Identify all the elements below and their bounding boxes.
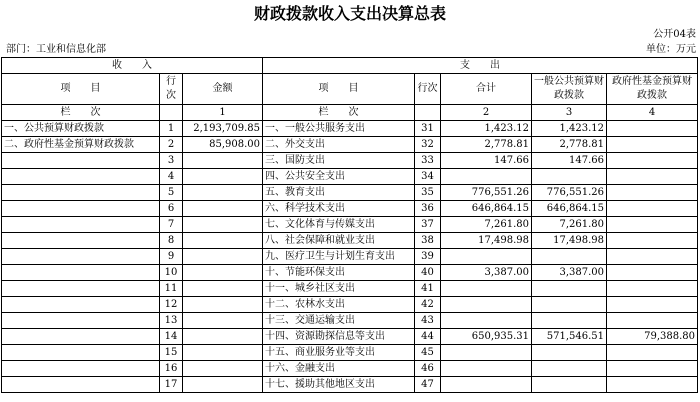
expense-total-cell: 147.66 [441,153,532,169]
income-line-no-cell: 1 [160,121,183,137]
income-item-cell [2,297,160,313]
income-amount-cell: 2,193,709.85 [183,121,263,137]
income-item-cell [2,329,160,345]
table-row [2,265,698,281]
general-budget-header: 一般公共预算财政拨款 [532,74,607,105]
income-item-cell [2,153,160,169]
fund-budget-cell [607,233,698,249]
income-item-cell [2,377,160,393]
column-number-row [2,105,698,121]
expense-item-cell: 十二、农林水支出 [263,297,415,313]
expense-item-cell: 二、外交支出 [263,137,415,153]
expense-total-cell: 2,778.81 [441,137,532,153]
general-budget-cell: 7,261.80 [532,217,607,233]
expense-line-no-cell: 41 [415,281,441,297]
fund-budget-cell [607,217,698,233]
income-item-cell [2,201,160,217]
income-item-cell [2,249,160,265]
income-line-no-cell: 5 [160,185,183,201]
expense-total-cell [441,377,532,393]
expense-item-cell: 九、医疗卫生与计划生育支出 [263,249,415,265]
table-row [2,121,698,137]
fund-budget-cell [607,137,698,153]
income-line-no-cell: 3 [160,153,183,169]
table-row [2,281,698,297]
expense-line-no-cell: 40 [415,265,441,281]
general-budget-cell: 1,423.12 [532,121,607,137]
table-row [2,361,698,377]
expense-column-label: 栏 次 [263,105,415,121]
expense-item-cell: 十六、金融支出 [263,361,415,377]
fund-budget-cell [607,361,698,377]
form-number: 公开04表 [653,29,696,40]
table-row [2,201,698,217]
income-item-cell [2,313,160,329]
table-row [2,329,698,345]
income-line-no-cell: 17 [160,377,183,393]
income-line-no-cell: 6 [160,201,183,217]
expense-line-no-cell: 38 [415,233,441,249]
fund-budget-cell [607,281,698,297]
expense-line-no-cell: 39 [415,249,441,265]
expense-line-no-cell: 32 [415,137,441,153]
expense-line-no-cell: 44 [415,329,441,345]
income-line-no-cell: 13 [160,313,183,329]
empty-cell [160,105,183,121]
income-item-cell [2,217,160,233]
income-line-no-cell: 7 [160,217,183,233]
fund-budget-cell [607,121,698,137]
income-item-cell [2,233,160,249]
fund-budget-cell: 79,388.80 [607,329,698,345]
general-budget-cell: 776,551.26 [532,185,607,201]
empty-cell [415,105,441,121]
income-amount-cell [183,297,263,313]
expense-item-cell: 十七、援助其他地区支出 [263,377,415,393]
income-item-cell [2,345,160,361]
table-row [2,233,698,249]
income-line-no-header: 行次 [160,74,183,105]
expense-item-header: 项 目 [263,74,415,105]
general-budget-cell: 147.66 [532,153,607,169]
income-item-cell: 二、政府性基金预算财政拨款 [2,137,160,153]
income-line-no-cell: 14 [160,329,183,345]
general-budget-cell: 2,778.81 [532,137,607,153]
income-amount-cell [183,233,263,249]
income-amount-cell: 85,908.00 [183,137,263,153]
income-amount-cell [183,361,263,377]
income-amount-cell [183,169,263,185]
expense-item-cell: 三、国防支出 [263,153,415,169]
expense-line-no-cell: 37 [415,217,441,233]
income-amount-header: 金额 [183,74,263,105]
column-header-row [2,74,698,105]
expense-line-no-cell: 34 [415,169,441,185]
income-column-label: 栏 次 [2,105,160,121]
report-title: 财政拨款收入支出决算总表 [253,4,446,23]
table-row [2,377,698,393]
general-budget-cell [532,297,607,313]
expense-line-no-cell: 33 [415,153,441,169]
income-amount-cell [183,249,263,265]
income-line-no-cell: 9 [160,249,183,265]
income-line-no-cell: 2 [160,137,183,153]
income-line-no-cell: 10 [160,265,183,281]
column-number-3: 3 [532,105,607,121]
expense-item-cell: 一、一般公共服务支出 [263,121,415,137]
income-section-header: 收 入 [2,58,263,74]
income-line-no-cell: 15 [160,345,183,361]
income-line-no-cell: 11 [160,281,183,297]
expense-total-cell: 776,551.26 [441,185,532,201]
expense-line-no-cell: 42 [415,297,441,313]
expense-total-cell: 3,387.00 [441,265,532,281]
income-amount-cell [183,217,263,233]
expense-line-no-cell: 31 [415,121,441,137]
fund-budget-header: 政府性基金预算财政拨款 [607,74,698,105]
table-row [2,249,698,265]
table-row [2,345,698,361]
column-number-2: 2 [441,105,532,121]
fund-budget-cell [607,265,698,281]
income-item-header: 项 目 [2,74,160,105]
table-row [2,137,698,153]
expense-line-no-cell: 46 [415,361,441,377]
expense-line-no-cell: 45 [415,345,441,361]
budget-summary-table [1,57,698,393]
table-row [2,153,698,169]
expense-item-cell: 十一、城乡社区支出 [263,281,415,297]
fund-budget-cell [607,249,698,265]
income-amount-cell [183,345,263,361]
fund-budget-cell [607,201,698,217]
income-amount-cell [183,329,263,345]
general-budget-cell [532,249,607,265]
expense-item-cell: 六、科学技术支出 [263,201,415,217]
expense-item-cell: 十四、资源勘探信息等支出 [263,329,415,345]
general-budget-cell [532,361,607,377]
expense-line-no-header: 行次 [415,74,441,105]
department-label: 部门：工业和信息化部 [6,44,106,55]
fund-budget-cell [607,297,698,313]
expense-total-cell: 7,261.80 [441,217,532,233]
income-item-cell [2,361,160,377]
income-item-cell: 一、公共预算财政拨款 [2,121,160,137]
table-row [2,169,698,185]
general-budget-cell [532,169,607,185]
table-row [2,313,698,329]
expense-total-cell [441,169,532,185]
fund-budget-cell [607,169,698,185]
expense-item-cell: 八、社会保障和就业支出 [263,233,415,249]
expense-total-cell [441,361,532,377]
expense-line-no-cell: 36 [415,201,441,217]
income-line-no-cell: 4 [160,169,183,185]
income-item-cell [2,185,160,201]
income-item-cell [2,265,160,281]
expense-line-no-cell: 47 [415,377,441,393]
general-budget-cell: 17,498.98 [532,233,607,249]
income-amount-cell [183,153,263,169]
expense-item-cell: 七、文化体育与传媒支出 [263,217,415,233]
general-budget-cell [532,377,607,393]
general-budget-cell: 3,387.00 [532,265,607,281]
income-line-no-cell: 12 [160,297,183,313]
income-amount-cell [183,377,263,393]
expense-item-cell: 四、公共安全支出 [263,169,415,185]
general-budget-cell: 646,864.15 [532,201,607,217]
table-row [2,185,698,201]
expense-item-cell: 十五、商业服务业等支出 [263,345,415,361]
fund-budget-cell [607,185,698,201]
expense-item-cell: 五、教育支出 [263,185,415,201]
expense-line-no-cell: 43 [415,313,441,329]
column-number-1: 1 [183,105,263,121]
income-amount-cell [183,265,263,281]
fund-budget-cell [607,377,698,393]
expense-section-header: 支 出 [263,58,698,74]
table-row [2,297,698,313]
income-amount-cell [183,185,263,201]
income-item-cell [2,281,160,297]
expense-item-cell: 十三、交通运输支出 [263,313,415,329]
income-amount-cell [183,313,263,329]
expense-total-cell [441,313,532,329]
section-header-row [2,58,698,74]
expense-item-cell: 十、节能环保支出 [263,265,415,281]
general-budget-cell [532,281,607,297]
income-item-cell [2,169,160,185]
expense-total-cell [441,345,532,361]
expense-line-no-cell: 35 [415,185,441,201]
table-row [2,217,698,233]
general-budget-cell [532,345,607,361]
income-amount-cell [183,201,263,217]
fund-budget-cell [607,345,698,361]
expense-total-cell: 17,498.98 [441,233,532,249]
expense-total-cell [441,249,532,265]
income-line-no-cell: 16 [160,361,183,377]
income-line-no-cell: 8 [160,233,183,249]
general-budget-cell [532,313,607,329]
expense-total-header: 合计 [441,74,532,105]
expense-total-cell: 646,864.15 [441,201,532,217]
fund-budget-cell [607,153,698,169]
expense-total-cell: 650,935.31 [441,329,532,345]
fund-budget-cell [607,313,698,329]
income-amount-cell [183,281,263,297]
column-number-4: 4 [607,105,698,121]
general-budget-cell: 571,546.51 [532,329,607,345]
expense-total-cell: 1,423.12 [441,121,532,137]
expense-total-cell [441,281,532,297]
unit-label: 单位：万元 [646,44,696,55]
expense-total-cell [441,297,532,313]
